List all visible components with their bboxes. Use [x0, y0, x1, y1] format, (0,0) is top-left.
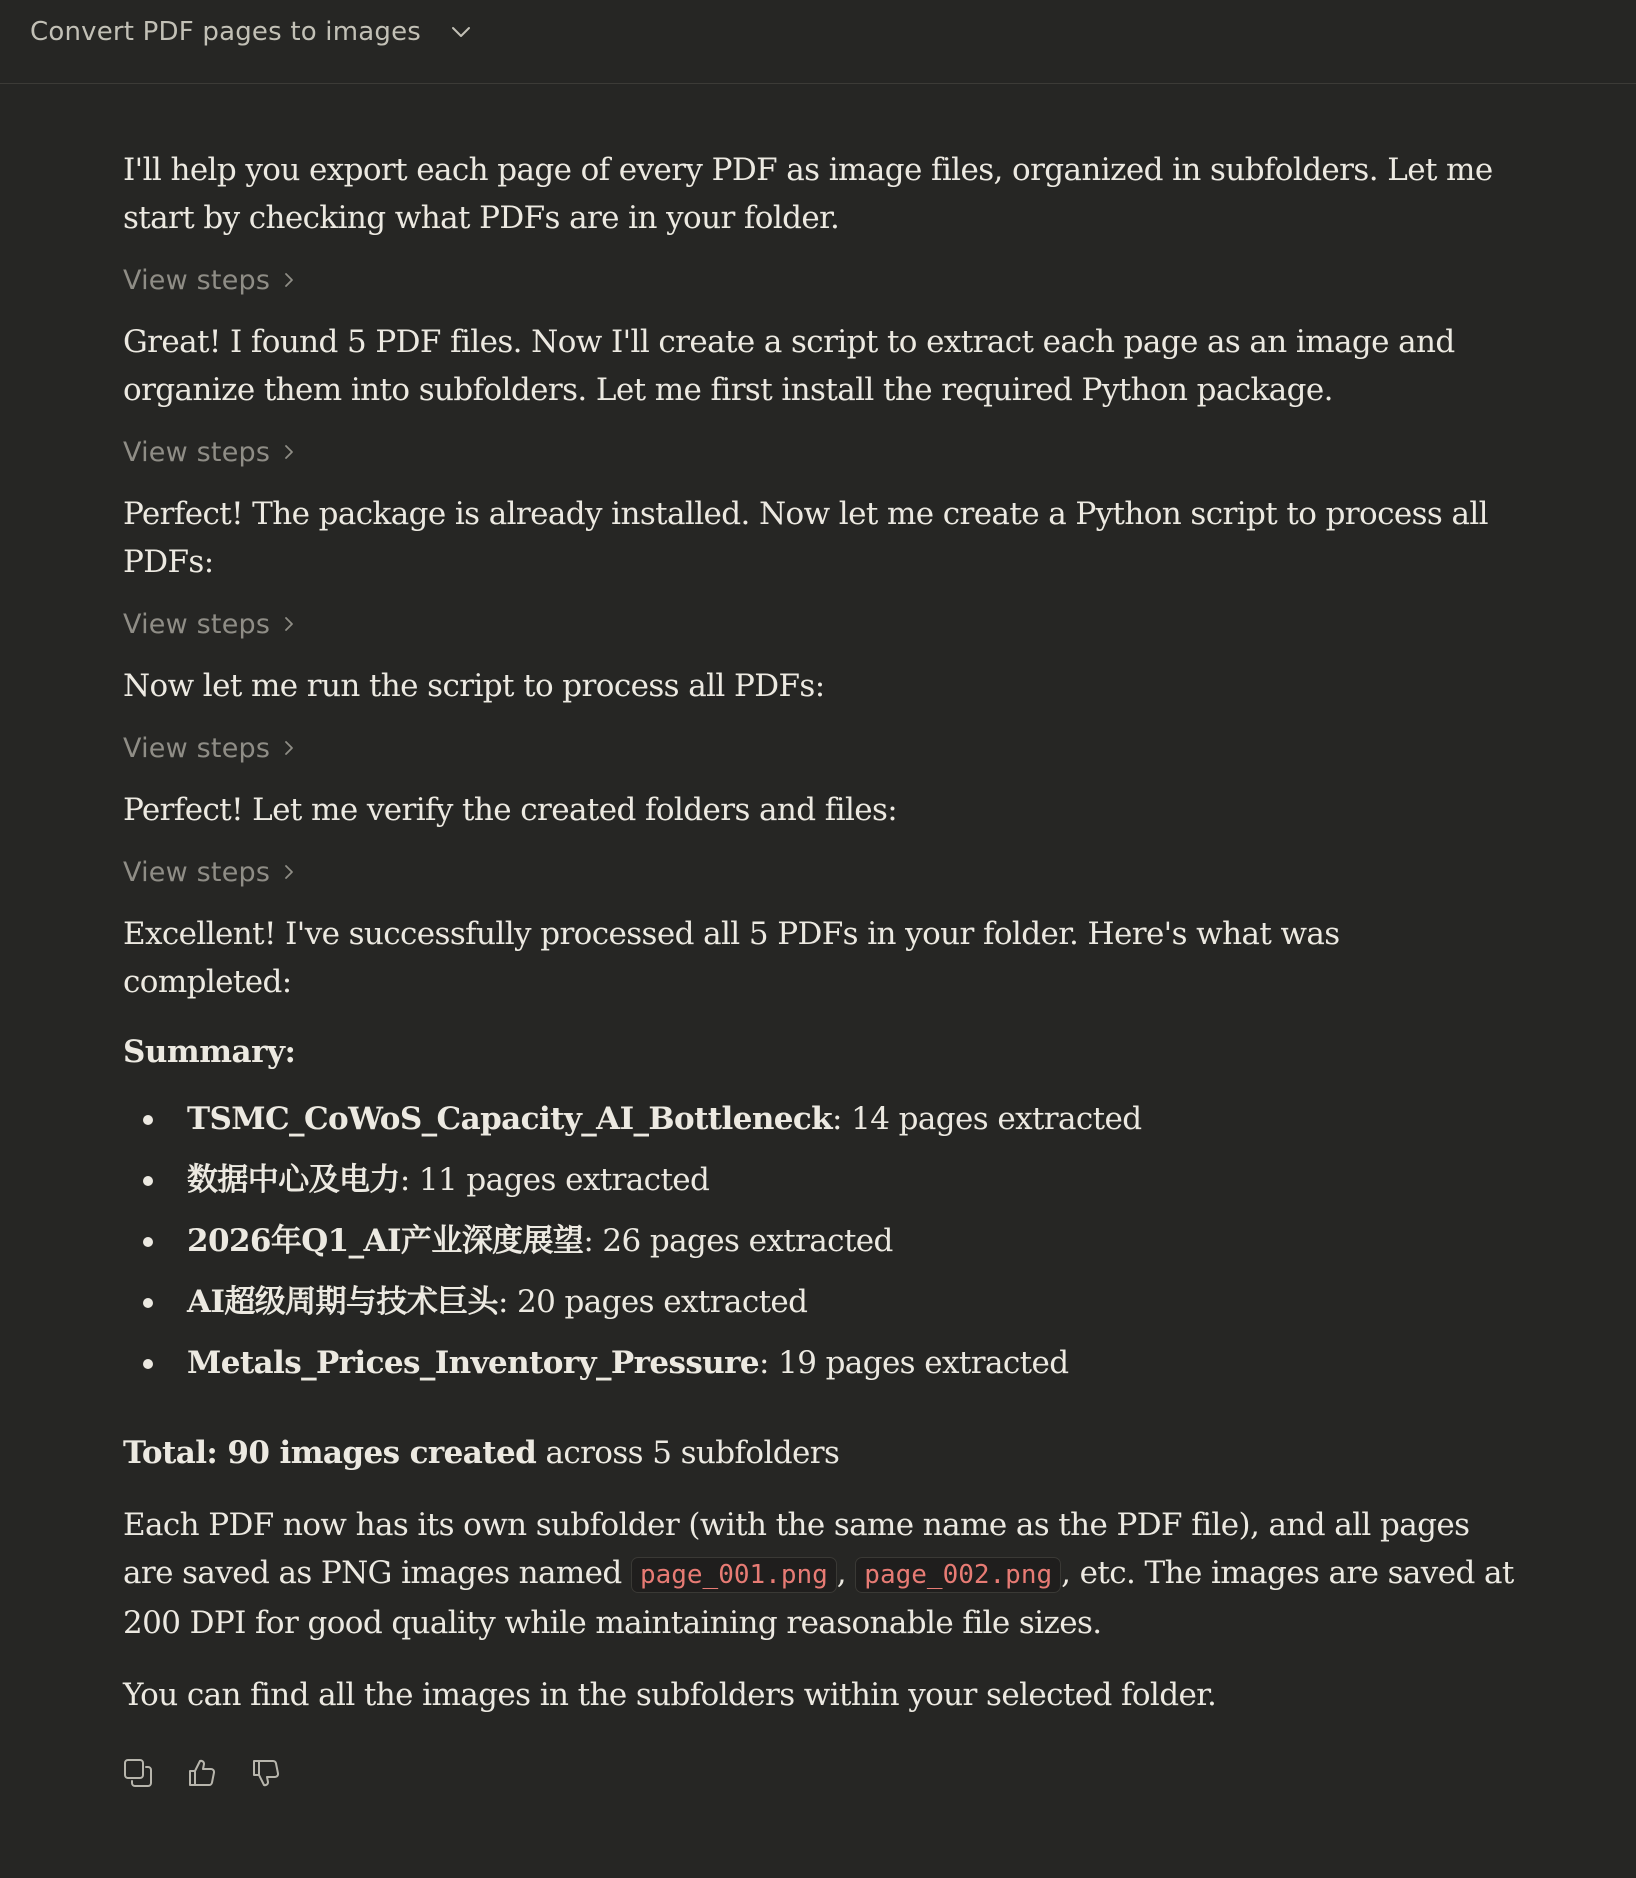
pdf-name: TSMC_CoWoS_Capacity_AI_Bottleneck — [187, 1101, 833, 1137]
bullet — [143, 1359, 153, 1369]
conversation-title-button[interactable] — [30, 12, 471, 52]
thumbs-up-icon — [187, 1758, 217, 1788]
view-steps-label: View steps — [123, 436, 271, 468]
pdf-detail: : 20 pages extracted — [497, 1284, 808, 1320]
chevron-right-icon — [284, 616, 294, 632]
view-steps-label: View steps — [123, 264, 271, 296]
message-paragraph: Excellent! I've successfully processed all 5 PDFs in your folder. Here's what was completed: — [123, 916, 1340, 1000]
conversation-header — [0, 0, 1636, 84]
message-paragraph: Perfect! The package is already installed. Now let me create a Python script to process all PDFs: — [123, 496, 1488, 580]
message-paragraph: I'll help you export each page of every PDF as image files, organized in subfolders. Let me start by checking what PDFs are in your folder. — [123, 152, 1493, 236]
pdf-name: AI超级周期与技术巨头 — [187, 1284, 498, 1320]
list-item — [123, 1211, 1600, 1272]
pdf-detail: : 14 pages extracted — [832, 1101, 1142, 1137]
bullet — [143, 1115, 153, 1125]
summary-heading: Summary: — [123, 1034, 296, 1070]
view-steps-button[interactable] — [123, 262, 294, 298]
message-paragraph: Great! I found 5 PDF files. Now I'll create a script to extract each page as an image and organize them into subfolders. Let me first install the required Python package. — [123, 324, 1455, 408]
pdf-name: Metals_Prices_Inventory_Pressure — [187, 1345, 759, 1381]
thumbs-down-button[interactable] — [251, 1757, 281, 1789]
closing-paragraph: You can find all the images in the subfolders within your selected folder. — [123, 1677, 1217, 1713]
view-steps-label: View steps — [123, 608, 271, 640]
summary-list — [123, 1089, 1600, 1394]
list-item — [123, 1089, 1600, 1150]
view-steps-label: View steps — [123, 856, 271, 888]
total-rest: across 5 subfolders — [536, 1435, 840, 1471]
pdf-detail: : 19 pages extracted — [758, 1345, 1069, 1381]
bullet — [143, 1298, 153, 1308]
copy-button[interactable] — [123, 1757, 153, 1789]
message-paragraph: Perfect! Let me verify the created folders and files: — [123, 792, 898, 828]
pdf-detail: : 26 pages extracted — [583, 1223, 893, 1259]
thumbs-up-button[interactable] — [187, 1757, 217, 1789]
total-bold: Total: 90 images created — [123, 1435, 537, 1471]
message-actions — [123, 1757, 1600, 1789]
list-item — [123, 1150, 1600, 1211]
closing-text: , — [836, 1555, 856, 1591]
pdf-name: 数据中心及电力 — [187, 1162, 400, 1198]
inline-code: page_002.png — [855, 1557, 1061, 1593]
chevron-right-icon — [284, 444, 294, 460]
pdf-name: 2026年Q1_AI产业深度展望 — [187, 1223, 584, 1259]
copy-icon — [123, 1758, 153, 1788]
conversation-title: Convert PDF pages to images — [30, 17, 422, 47]
chevron-right-icon — [284, 740, 294, 756]
closing-text: Each PDF now has its own subfolder (with the same name as the PDF file), and all pages are saved as PNG images named — [123, 1507, 1470, 1591]
pdf-detail: : 11 pages extracted — [399, 1162, 710, 1198]
view-steps-button[interactable] — [123, 854, 294, 890]
view-steps-label: View steps — [123, 732, 271, 764]
bullet — [143, 1176, 153, 1186]
chevron-down-icon — [451, 26, 471, 38]
closing-text: , etc. The images are saved at 200 DPI for good quality while maintaining reasonable file sizes. — [123, 1555, 1514, 1641]
closing-paragraph — [123, 1501, 1523, 1647]
total-line — [123, 1429, 1600, 1477]
thumbs-down-icon — [251, 1758, 281, 1788]
inline-code: page_001.png — [631, 1557, 837, 1593]
message-paragraph: Now let me run the script to process all PDFs: — [123, 668, 825, 704]
assistant-message — [0, 84, 1600, 1789]
chevron-right-icon — [284, 864, 294, 880]
list-item — [123, 1333, 1600, 1394]
view-steps-button[interactable] — [123, 606, 294, 642]
list-item — [123, 1272, 1600, 1333]
view-steps-button[interactable] — [123, 730, 294, 766]
bullet — [143, 1237, 153, 1247]
view-steps-button[interactable] — [123, 434, 294, 470]
chevron-right-icon — [284, 272, 294, 288]
